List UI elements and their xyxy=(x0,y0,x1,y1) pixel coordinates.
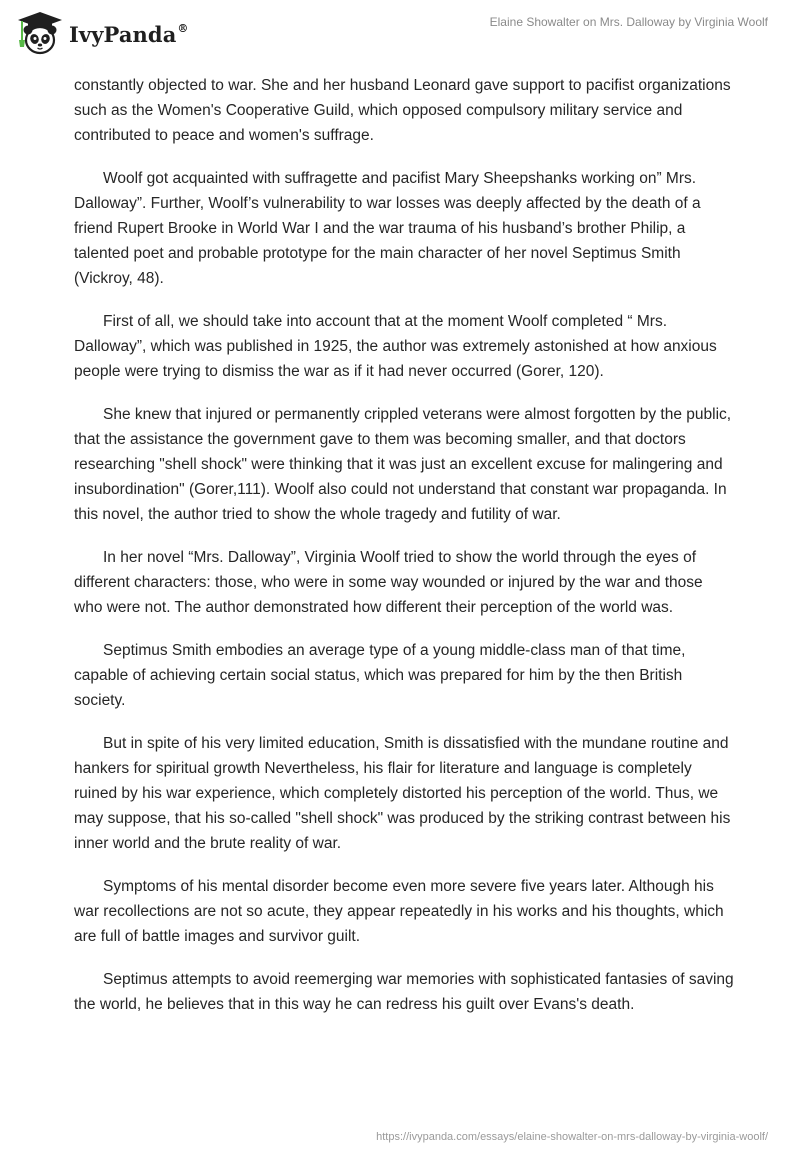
paragraph-7: But in spite of his very limited education, Smith is dissatisfied with the mundane routine and hankers for spiritual growth Nevertheless, his flair for literature and language is completely ruined by his war experience, which completely distorted his perception of the world. Thus, we may suppose, that his so-called "shell shock" was produced by the striking contrast between his inner world and the brute reality of war. xyxy=(74,735,731,852)
paragraph-5: In her novel “Mrs. Dalloway”, Virginia Woolf tried to show the world through the eyes of different characters: those, who were in some way wounded or injured by the war and those who were not. The author demonstrated how different their perception of the world was. xyxy=(74,549,703,616)
page-header xyxy=(0,0,800,70)
essay-body xyxy=(74,73,734,1035)
source-url[interactable]: https://ivypanda.com/essays/elaine-showalter-on-mrs-dalloway-by-virginia-woolf/ xyxy=(376,1131,768,1143)
paragraph-3: First of all, we should take into account that at the moment Woolf completed “ Mrs. Dalloway”, which was published in 1925, the author was extremely astonished at how anxious people were trying to dismiss the war as if it had never occurred (Gorer, 120). xyxy=(74,313,717,380)
registered-mark: ® xyxy=(177,21,189,35)
brand-name: IvyPanda® xyxy=(69,21,189,47)
panda-graduate-icon xyxy=(14,9,66,57)
running-title: Elaine Showalter on Mrs. Dalloway by Virginia Woolf xyxy=(489,15,768,29)
paragraph-6: Septimus Smith embodies an average type of a young middle-class man of that time, capable of achieving certain social status, which was prepared for him by the then British society. xyxy=(74,642,686,709)
paragraph-1: constantly objected to war. She and her husband Leonard gave support to pacifist organizations such as the Women's Cooperative Guild, which opposed compulsory military service and contributed to peace and women's suffrage. xyxy=(74,77,731,144)
brand-logo[interactable] xyxy=(14,9,189,57)
paragraph-4: She knew that injured or permanently crippled veterans were almost forgotten by the public, that the assistance the government gave to them was becoming smaller, and that doctors researching "shell shock" were thinking that it was just an excellent excuse for malingering and insubordination" (Gorer,111). Woolf also could not understand that constant war propaganda. In this novel, the author tried to show the whole tragedy and futility of war. xyxy=(74,406,732,523)
paragraph-8: Symptoms of his mental disorder become even more severe five years later. Although his war recollections are not so acute, they appear repeatedly in his works and his thoughts, which are full of battle images and survivor guilt. xyxy=(74,878,724,945)
paragraph-2: Woolf got acquainted with suffragette and pacifist Mary Sheepshanks working on” Mrs. Dalloway”. Further, Woolf’s vulnerability to war losses was deeply affected by the death of a friend Rupert Brooke in World War I and the war trauma of his husband’s brother Philip, a talented poet and probable prototype for the main character of her novel Septimus Smith (Vickroy, 48). xyxy=(74,170,701,287)
paragraph-9: Septimus attempts to avoid reemerging war memories with sophisticated fantasies of saving the world, he believes that in this way he can redress his guilt over Evans's death. xyxy=(74,971,734,1013)
